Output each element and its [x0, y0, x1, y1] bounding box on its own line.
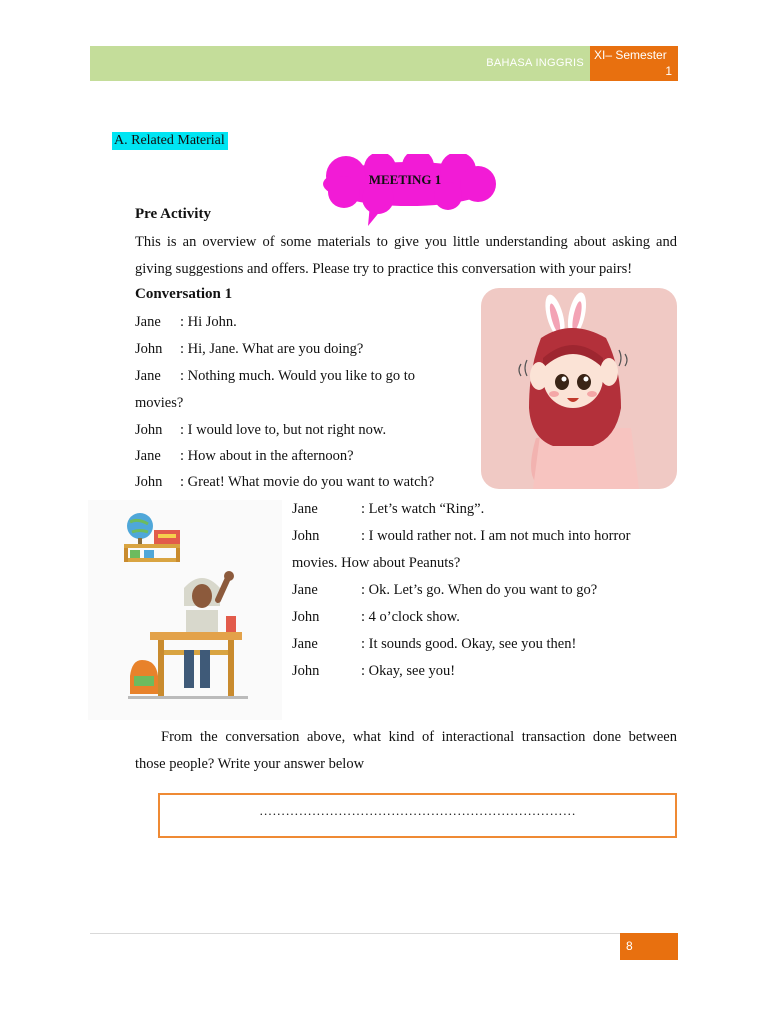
- dialogue-text: movies. How about Peanuts?: [292, 555, 461, 571]
- dialogue-line: [292, 663, 678, 681]
- dialogue-line: [292, 501, 678, 519]
- dialogue-speaker: Jane: [135, 448, 161, 464]
- dialogue-speaker: Jane: [292, 582, 318, 598]
- intro-line-2: giving suggestions and offers. Please try to practice this conversation with your pairs!: [135, 261, 633, 277]
- dialogue-text: : Great! What movie do you want to watch?: [180, 474, 435, 490]
- student-at-desk-icon: [88, 500, 282, 720]
- dialogue-text: : 4 o’clock show.: [361, 609, 460, 625]
- dialogue-line: [292, 609, 678, 627]
- hijab-girl-icon: [481, 288, 677, 489]
- dialogue-text: : I would love to, but not right now.: [180, 422, 387, 438]
- header-grade-line2: 1: [665, 64, 672, 78]
- footer-divider: [90, 933, 620, 934]
- header-subject: BAHASA INGGRIS: [486, 57, 584, 69]
- dialogue-speaker: Jane: [292, 636, 318, 652]
- pre-activity-title: Pre Activity: [135, 206, 211, 222]
- dialogue-line: [292, 528, 678, 546]
- header-grade-line1: XI– Semester: [594, 48, 667, 62]
- dialogue-line: [135, 474, 475, 492]
- dialogue-text: : I would rather not. I am not much into horror: [361, 528, 631, 544]
- dialogue-line: [292, 582, 678, 600]
- meeting-label: MEETING 1: [368, 172, 442, 187]
- dialogue-line: [135, 341, 475, 359]
- dialogue-line: [292, 636, 678, 654]
- dialogue-speaker: Jane: [292, 501, 318, 517]
- intro-line-1: This is an overview of some materials to give you little understanding about asking and: [135, 234, 677, 250]
- dialogue-speaker: John: [135, 341, 163, 357]
- dialogue-speaker: John: [135, 474, 163, 490]
- question-line-1: From the conversation above, what kind of interactional transaction done between: [161, 729, 677, 745]
- dialogue-text: : Ok. Let’s go. When do you want to go?: [361, 582, 598, 598]
- dialogue-line: [292, 555, 678, 573]
- dialogue-text: : Okay, see you!: [361, 663, 456, 679]
- section-heading: A. Related Material: [112, 132, 228, 150]
- dialogue-speaker: John: [292, 528, 320, 544]
- girl-illustration: [481, 288, 677, 489]
- dialogue-text: : Let’s watch “Ring”.: [361, 501, 485, 517]
- dialogue-speaker: John: [292, 663, 320, 679]
- dialogue-line: [135, 395, 475, 413]
- question-line-2: those people? Write your answer below: [135, 756, 365, 772]
- speech-cloud-icon: [318, 154, 500, 230]
- dialogue-line: [135, 314, 475, 332]
- header-grade-badge: [590, 46, 678, 81]
- dialogue-text: : How about in the afternoon?: [180, 448, 354, 464]
- dialogue-text: : It sounds good. Okay, see you then!: [361, 636, 577, 652]
- dialogue-text: movies?: [135, 395, 184, 411]
- answer-placeholder: ………………………………………………………………: [259, 803, 576, 818]
- dialogue-speaker: John: [135, 422, 163, 438]
- page-number: 8: [620, 933, 678, 960]
- conversation-title: Conversation 1: [135, 286, 233, 302]
- dialogue-line: [135, 448, 475, 466]
- dialogue-text: : Nothing much. Would you like to go to: [180, 368, 415, 384]
- dialogue-speaker: Jane: [135, 314, 161, 330]
- student-desk-illustration: [88, 500, 282, 720]
- dialogue-speaker: Jane: [135, 368, 161, 384]
- dialogue-text: : Hi John.: [180, 314, 237, 330]
- dialogue-line: [135, 368, 475, 386]
- dialogue-line: [135, 422, 475, 440]
- dialogue-text: : Hi, Jane. What are you doing?: [180, 341, 364, 357]
- dialogue-speaker: John: [292, 609, 320, 625]
